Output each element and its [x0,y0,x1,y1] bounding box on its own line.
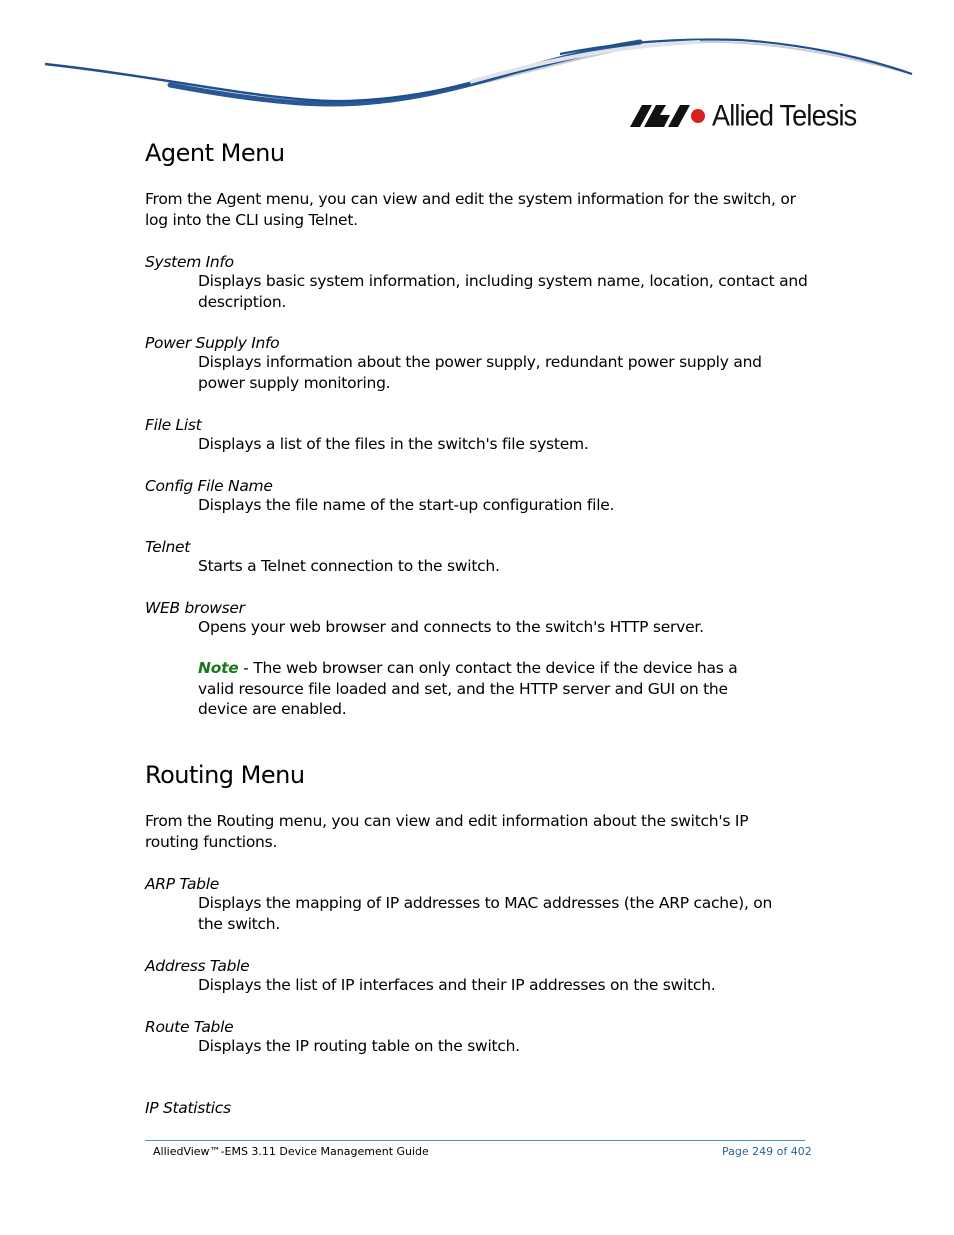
note-text: - The web browser can only contact the device if the device has a valid resource file loaded and set, and the HTTP server and GUI on the device are enabled. [198,659,738,718]
term-power-supply-info: Power Supply Info [145,334,280,352]
term-file-list: File List [145,416,202,434]
logo-mark-icon [630,105,706,127]
logo-text: Allied Telesis [712,99,857,132]
term-arp-table: ARP Table [145,875,219,893]
desc-web-browser: Opens your web browser and connects to the switch's HTTP server. [198,618,704,636]
desc-address-table: Displays the list of IP interfaces and their IP addresses on the switch. [198,976,716,994]
allied-telesis-logo [630,98,856,134]
footer-divider [145,1140,805,1141]
footer-guide-title: AlliedView™-EMS 3.11 Device Management Guide [153,1145,429,1158]
agent-intro-paragraph: From the Agent menu, you can view and edit the system information for the switch, or log into the CLI using Telnet. [145,190,796,229]
footer-page-number: Page 249 of 402 [722,1145,812,1158]
term-ip-statistics: IP Statistics [145,1099,231,1117]
term-config-file-name: Config File Name [145,477,273,495]
term-route-table: Route Table [145,1018,234,1036]
term-system-info: System Info [145,253,234,271]
routing-intro-paragraph: From the Routing menu, you can view and edit information about the switch's IP routing functions. [145,812,749,851]
note-block [198,658,778,720]
term-address-table: Address Table [145,957,250,975]
desc-power-supply-info: Displays information about the power supply, redundant power supply and power supply monitoring. [198,353,762,392]
routing-menu-heading: Routing Menu [145,761,305,789]
agent-menu-heading: Agent Menu [145,139,285,167]
desc-file-list: Displays a list of the files in the switch's file system. [198,435,589,453]
term-telnet: Telnet [145,538,191,556]
desc-config-file-name: Displays the file name of the start-up configuration file. [198,496,615,514]
desc-system-info: Displays basic system information, including system name, location, contact and description. [198,272,808,311]
note-label: Note [198,659,239,677]
desc-arp-table: Displays the mapping of IP addresses to MAC addresses (the ARP cache), on the switch. [198,894,773,933]
term-web-browser: WEB browser [145,599,245,617]
desc-route-table: Displays the IP routing table on the switch. [198,1037,520,1055]
desc-telnet: Starts a Telnet connection to the switch. [198,557,500,575]
